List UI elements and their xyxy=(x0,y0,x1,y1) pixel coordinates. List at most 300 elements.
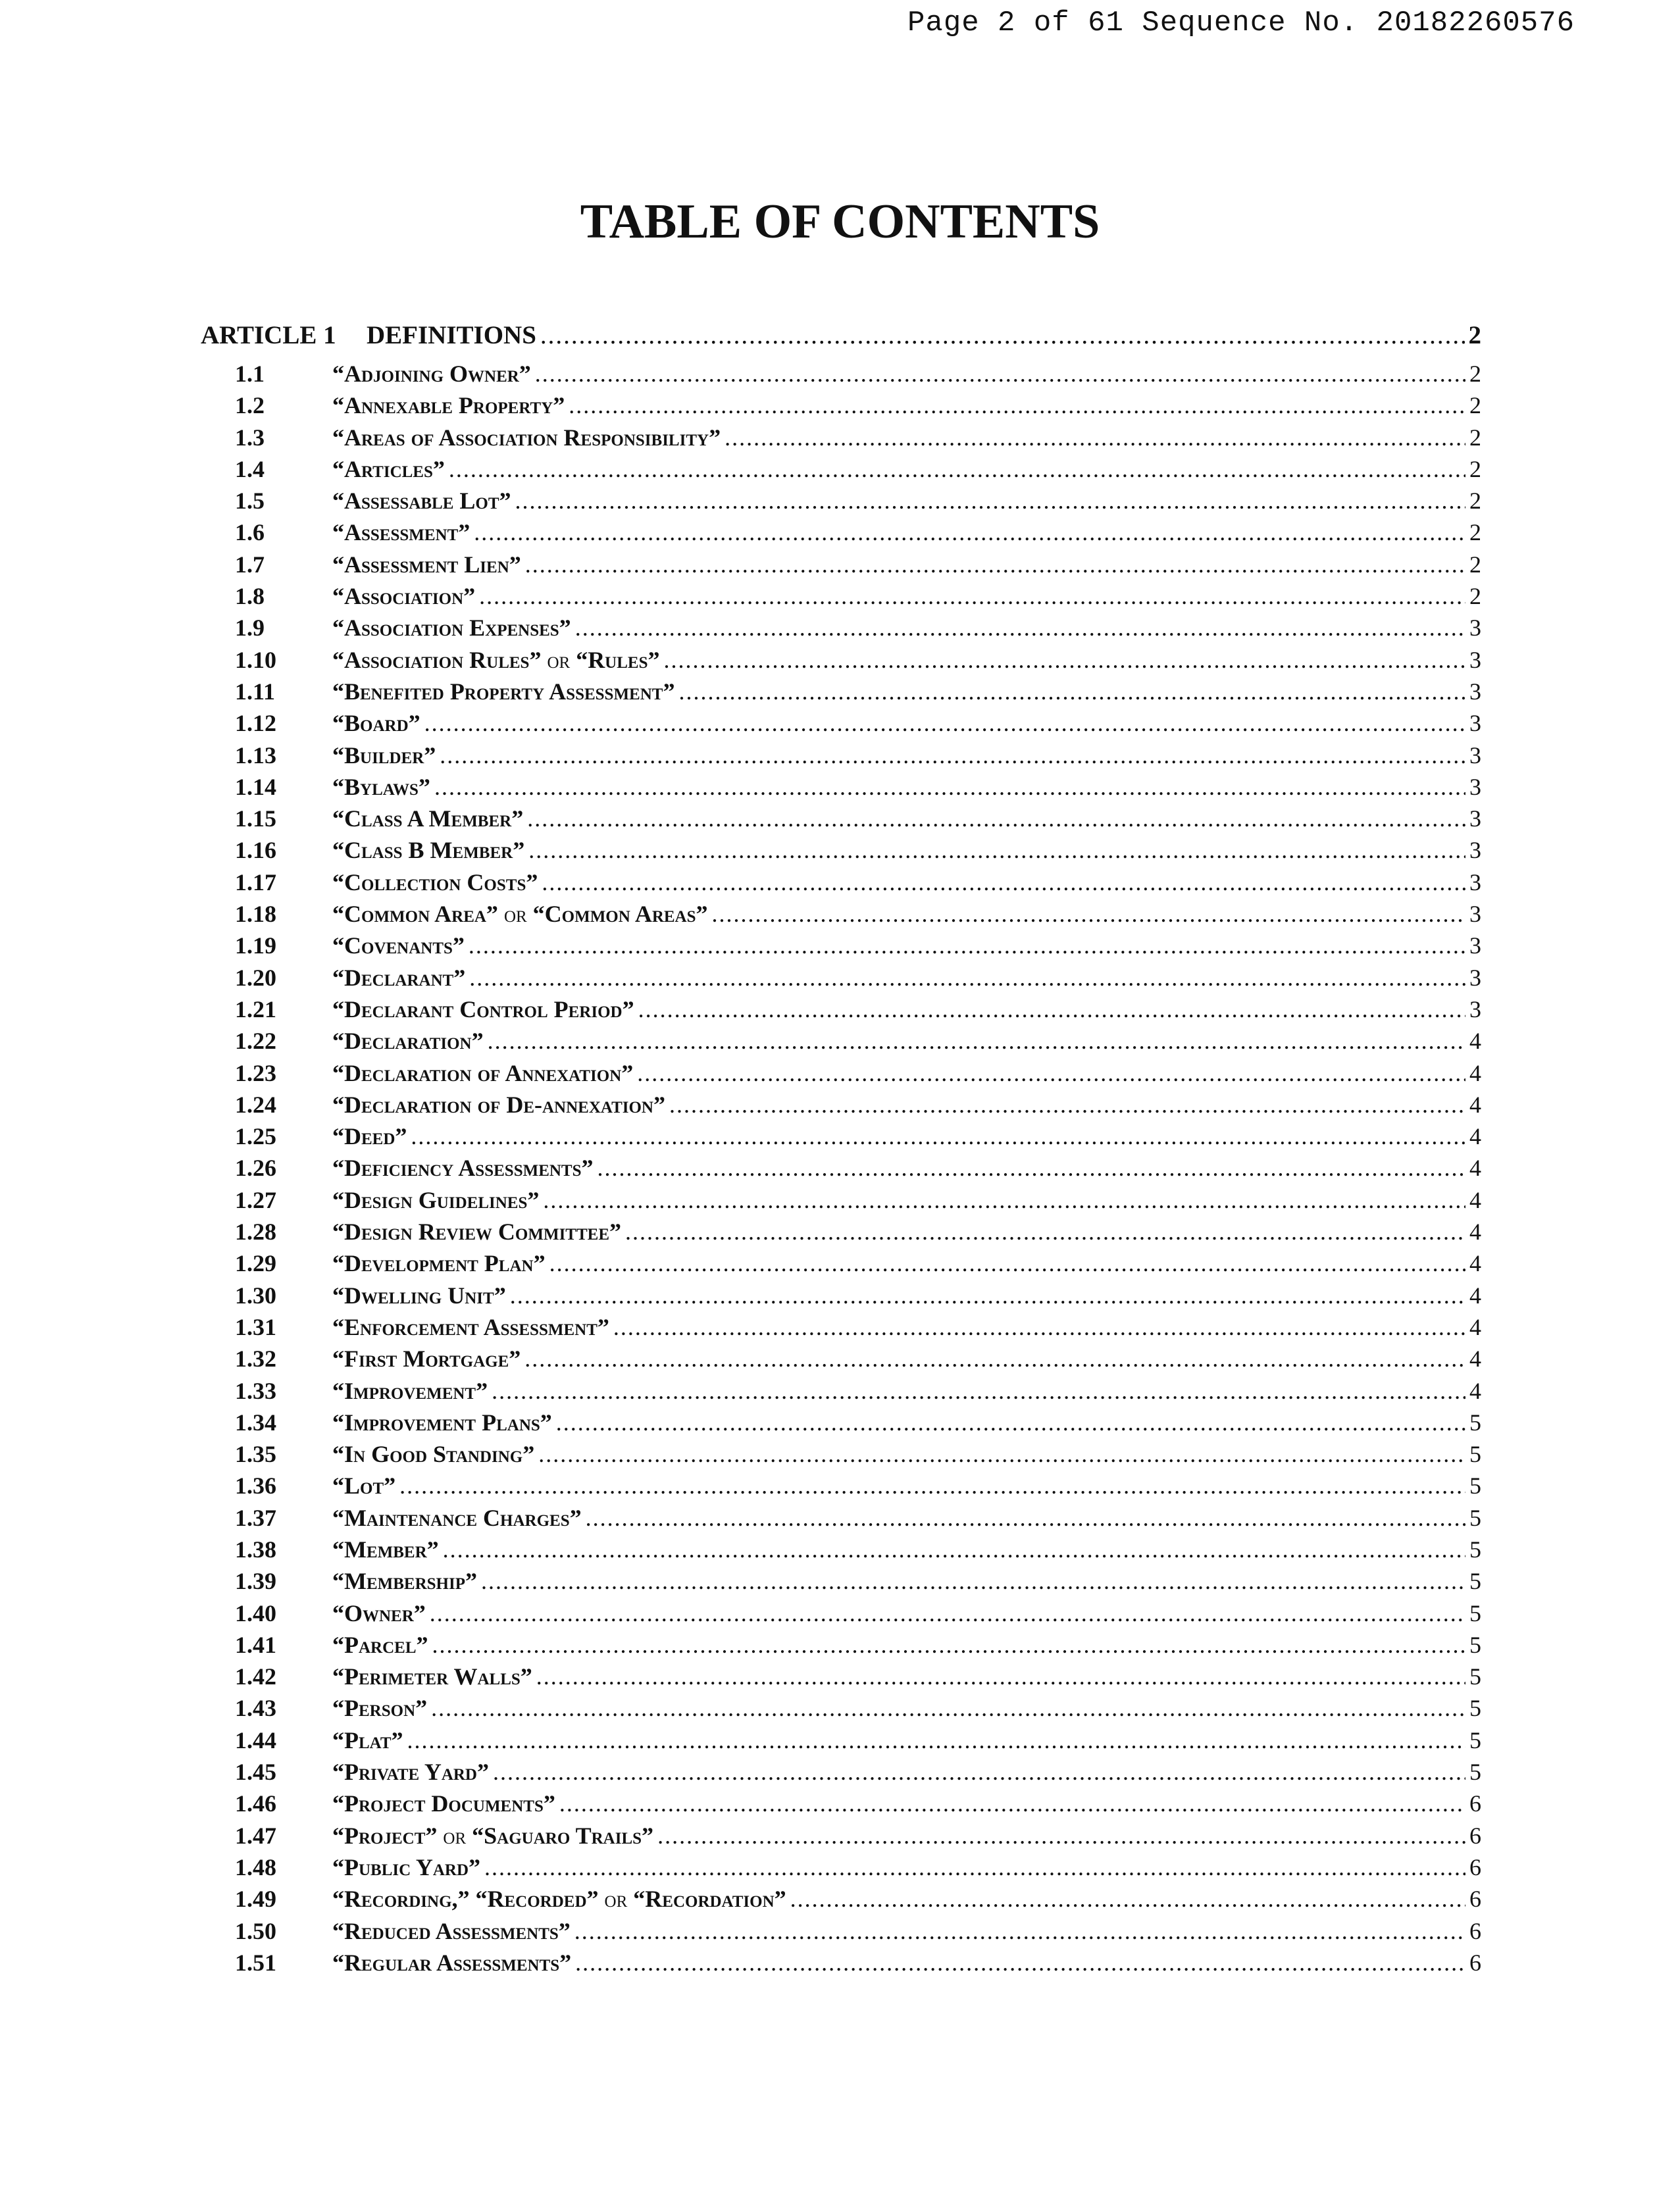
dot-leader xyxy=(407,1726,1465,1754)
toc-entry[interactable] xyxy=(201,709,1481,741)
dot-leader xyxy=(637,1059,1465,1087)
toc-entry[interactable] xyxy=(201,582,1481,614)
article-label: ARTICLE 1 xyxy=(201,321,336,349)
dot-leader xyxy=(449,455,1465,483)
dot-leader xyxy=(479,582,1465,610)
toc-entry-term: “Class B Member” xyxy=(332,837,525,864)
toc-entry-title xyxy=(332,1409,552,1436)
toc-entry-term: “Association Rules” xyxy=(332,646,542,673)
toc-entry[interactable] xyxy=(201,1313,1481,1345)
toc-entry-title xyxy=(332,869,538,896)
toc-entry-title xyxy=(332,900,708,928)
toc-entry-number: 1.36 xyxy=(235,1473,276,1499)
dot-leader xyxy=(440,742,1465,769)
toc-entry-title xyxy=(332,1631,428,1659)
toc-entry-page-number: 5 xyxy=(1469,1631,1481,1658)
toc-entry-title xyxy=(332,1122,407,1150)
toc-entry-page-number: 6 xyxy=(1469,1917,1481,1944)
toc-entry[interactable] xyxy=(201,1345,1481,1376)
toc-entry-page-number: 4 xyxy=(1469,1219,1481,1246)
toc-entry-term-alt: “Common Areas” xyxy=(532,901,708,928)
table-of-contents xyxy=(201,320,1481,1980)
toc-entry-title xyxy=(332,742,436,769)
toc-entry[interactable] xyxy=(201,1249,1481,1281)
toc-entry-term: “Association Expenses” xyxy=(332,615,571,642)
toc-entry-page-number: 5 xyxy=(1469,1536,1481,1563)
toc-entry-title xyxy=(332,646,660,674)
toc-entry-number: 1.2 xyxy=(235,392,265,419)
toc-entry-term: “In Good Standing” xyxy=(332,1441,535,1468)
toc-entry[interactable] xyxy=(201,1567,1481,1599)
toc-entry-term: “Private Yard” xyxy=(332,1759,489,1786)
toc-entry-page-number: 4 xyxy=(1469,1346,1481,1373)
toc-entry[interactable] xyxy=(201,995,1481,1027)
toc-entry-connector: or xyxy=(503,901,527,928)
toc-entry[interactable] xyxy=(201,360,1481,391)
toc-entry[interactable] xyxy=(201,1091,1481,1122)
toc-entry-page-number: 4 xyxy=(1469,1377,1481,1404)
toc-entry-number: 1.22 xyxy=(235,1028,276,1055)
dot-leader xyxy=(528,836,1465,864)
toc-entry-number: 1.24 xyxy=(235,1091,276,1118)
toc-entry-term-alt: “Saguaro Trails” xyxy=(472,1822,654,1849)
toc-entry-page-number: 3 xyxy=(1469,805,1481,832)
dot-leader xyxy=(664,646,1466,674)
toc-entry-term: “Benefited Property Assessment” xyxy=(332,678,675,705)
toc-entry-page-number: 5 xyxy=(1469,1726,1481,1753)
dot-leader xyxy=(657,1822,1465,1850)
toc-entry[interactable] xyxy=(201,1282,1481,1313)
toc-entry-page-number: 2 xyxy=(1469,424,1481,451)
toc-entry-term: “Project” xyxy=(332,1822,438,1849)
toc-entry-term: “Improvement” xyxy=(332,1377,488,1404)
toc-entry-term: “Perimeter Walls” xyxy=(332,1663,532,1690)
toc-entry[interactable] xyxy=(201,678,1481,709)
dot-leader xyxy=(574,1917,1465,1945)
toc-entry-page-number: 4 xyxy=(1469,1250,1481,1277)
toc-entry-page-number: 4 xyxy=(1469,1028,1481,1055)
dot-leader xyxy=(559,1790,1465,1817)
dot-leader xyxy=(524,1345,1465,1373)
toc-entry-number: 1.50 xyxy=(235,1917,276,1944)
toc-entry-number: 1.16 xyxy=(235,837,276,864)
toc-entry[interactable] xyxy=(201,1790,1481,1821)
dot-leader xyxy=(535,360,1465,388)
toc-entry-page-number: 3 xyxy=(1469,995,1481,1022)
toc-entry-title xyxy=(332,1853,480,1881)
toc-entry[interactable] xyxy=(201,1409,1481,1440)
toc-entry[interactable] xyxy=(201,900,1481,932)
toc-entry[interactable] xyxy=(201,1154,1481,1186)
toc-entry-title xyxy=(332,1758,489,1786)
toc-entry-page-number: 4 xyxy=(1469,1155,1481,1182)
toc-entry-number: 1.30 xyxy=(235,1282,276,1309)
toc-entry-page-number: 4 xyxy=(1469,1313,1481,1340)
toc-entry-term: “Board” xyxy=(332,710,420,737)
toc-entry[interactable] xyxy=(201,1504,1481,1536)
dot-leader xyxy=(536,1663,1465,1690)
toc-entry-title xyxy=(332,1218,621,1246)
toc-entry-term: “Areas of Association Responsibility” xyxy=(332,424,721,451)
toc-entry-title xyxy=(332,360,531,388)
toc-entry-number: 1.1 xyxy=(235,361,265,387)
dot-leader xyxy=(542,869,1465,896)
toc-entry-page-number: 3 xyxy=(1469,837,1481,864)
dot-leader xyxy=(515,487,1466,515)
toc-entry-page-number: 2 xyxy=(1469,551,1481,578)
toc-entry[interactable] xyxy=(201,1536,1481,1567)
toc-entry-page-number: 6 xyxy=(1469,1886,1481,1913)
toc-entry-page-number: 3 xyxy=(1469,678,1481,705)
toc-entry-title xyxy=(332,455,445,483)
toc-entry-term: “Assessable Lot” xyxy=(332,488,511,515)
dot-leader xyxy=(569,391,1465,419)
document-title: TABLE OF CONTENTS xyxy=(580,195,1100,249)
toc-entry-term: “Public Yard” xyxy=(332,1853,481,1880)
toc-entry-term: “Collection Costs” xyxy=(332,869,538,895)
toc-entry-term: “Assessment Lien” xyxy=(332,551,521,578)
toc-entry-number: 1.14 xyxy=(235,773,276,800)
toc-entry-page-number: 6 xyxy=(1469,1790,1481,1817)
dot-leader xyxy=(434,773,1465,801)
dot-leader xyxy=(430,1599,1465,1627)
dot-leader xyxy=(399,1472,1465,1499)
toc-entry-title xyxy=(332,932,465,959)
toc-entry-term: “Deed” xyxy=(332,1123,407,1150)
toc-entry[interactable] xyxy=(201,1726,1481,1758)
dot-leader xyxy=(712,900,1465,928)
toc-entry-title xyxy=(332,836,524,864)
dot-leader xyxy=(556,1409,1465,1436)
dot-leader xyxy=(527,805,1465,832)
toc-entry[interactable] xyxy=(201,836,1481,868)
toc-entry-term: “Membership” xyxy=(332,1568,478,1595)
toc-entry-number: 1.9 xyxy=(235,615,265,642)
dot-leader xyxy=(525,551,1465,578)
dot-leader xyxy=(469,964,1465,992)
toc-entry-number: 1.20 xyxy=(235,964,276,991)
toc-entry-title xyxy=(332,1059,633,1087)
dot-leader xyxy=(432,1631,1465,1659)
toc-entry-number: 1.21 xyxy=(235,995,276,1022)
dot-leader xyxy=(638,995,1465,1023)
toc-entry[interactable] xyxy=(201,551,1481,582)
toc-entry[interactable] xyxy=(201,1694,1481,1726)
toc-entry-term: “Declaration of De-annexation” xyxy=(332,1091,665,1118)
toc-entry-connector: or xyxy=(604,1886,628,1913)
toc-entry-number: 1.46 xyxy=(235,1790,276,1817)
dot-leader xyxy=(493,1758,1465,1786)
toc-entry-term: “Declaration of Annexation” xyxy=(332,1059,634,1086)
toc-entry-number: 1.45 xyxy=(235,1759,276,1786)
toc-entry-title xyxy=(332,1027,484,1055)
toc-entry[interactable] xyxy=(201,1758,1481,1790)
toc-entry-term: “Enforcement Assessment” xyxy=(332,1313,609,1340)
toc-entry-title xyxy=(332,1917,571,1945)
dot-leader xyxy=(492,1377,1465,1405)
toc-entry-term: “Person” xyxy=(332,1695,428,1722)
toc-entry[interactable] xyxy=(201,1663,1481,1694)
dot-leader xyxy=(669,1091,1465,1119)
toc-entry-term: “Declarant” xyxy=(332,964,466,991)
toc-entry-title xyxy=(332,1504,582,1532)
toc-entry[interactable] xyxy=(201,1599,1481,1631)
dot-leader xyxy=(586,1504,1465,1532)
toc-entry[interactable] xyxy=(201,1440,1481,1472)
toc-entry[interactable] xyxy=(201,869,1481,900)
toc-entry-term-alt: “Recordation” xyxy=(633,1886,786,1913)
toc-entry[interactable] xyxy=(201,1822,1481,1853)
toc-entry-number: 1.3 xyxy=(235,424,265,451)
toc-entry-page-number: 5 xyxy=(1469,1568,1481,1595)
toc-entry[interactable] xyxy=(201,1949,1481,1980)
toc-entry-page-number: 3 xyxy=(1469,773,1481,800)
toc-entry[interactable] xyxy=(201,1186,1481,1218)
dot-leader xyxy=(469,932,1465,959)
toc-entry-term: “Assessment” xyxy=(332,519,471,546)
dot-leader xyxy=(678,678,1465,705)
toc-entry-number: 1.49 xyxy=(235,1886,276,1913)
toc-entry-title xyxy=(332,1440,534,1468)
toc-entry[interactable] xyxy=(201,1059,1481,1091)
toc-entry-page-number: 3 xyxy=(1469,869,1481,895)
toc-entry-number: 1.10 xyxy=(235,646,276,673)
toc-entry-title xyxy=(332,1249,546,1277)
article-page-number: 2 xyxy=(1468,321,1481,349)
toc-entry-number: 1.42 xyxy=(235,1663,276,1690)
dot-leader xyxy=(540,320,1465,350)
dot-leader xyxy=(625,1218,1465,1246)
toc-article-row[interactable] xyxy=(201,320,1481,360)
dot-leader xyxy=(598,1154,1466,1182)
toc-entry-title xyxy=(332,424,721,451)
toc-entry-number: 1.5 xyxy=(235,488,265,515)
toc-entry-title xyxy=(332,964,465,992)
toc-entry-title xyxy=(332,614,571,642)
toc-entry-number: 1.27 xyxy=(235,1186,276,1213)
toc-entry-title xyxy=(332,551,521,578)
toc-entry-title xyxy=(332,1663,532,1690)
toc-entry-page-number: 2 xyxy=(1469,583,1481,610)
toc-entry-term: “Declaration” xyxy=(332,1028,484,1055)
toc-entry-page-number: 2 xyxy=(1469,455,1481,482)
toc-entry-title xyxy=(332,709,420,737)
toc-entry[interactable] xyxy=(201,487,1481,518)
dot-leader xyxy=(510,1282,1465,1309)
toc-entry-page-number: 5 xyxy=(1469,1504,1481,1531)
toc-entry-title xyxy=(332,1599,426,1627)
dot-leader xyxy=(725,424,1465,451)
toc-entry-number: 1.41 xyxy=(235,1631,276,1658)
toc-entry-page-number: 3 xyxy=(1469,932,1481,959)
toc-entry-number: 1.17 xyxy=(235,869,276,895)
toc-entry-title xyxy=(332,1091,665,1119)
toc-entry-page-number: 4 xyxy=(1469,1091,1481,1118)
toc-entry[interactable] xyxy=(201,805,1481,836)
toc-entry[interactable] xyxy=(201,773,1481,805)
toc-entry-number: 1.34 xyxy=(235,1409,276,1436)
dot-leader xyxy=(543,1186,1465,1214)
toc-entry-title xyxy=(332,1726,403,1754)
toc-entry-term: “Lot” xyxy=(332,1473,396,1499)
toc-entry-term-alt: “Rules” xyxy=(576,646,660,673)
toc-entry-number: 1.8 xyxy=(235,583,265,610)
toc-entry-page-number: 2 xyxy=(1469,361,1481,387)
dot-leader xyxy=(613,1313,1465,1341)
toc-entry-title xyxy=(332,1154,594,1182)
toc-entry[interactable] xyxy=(201,455,1481,487)
toc-entry-page-number: 6 xyxy=(1469,1949,1481,1976)
toc-entry-term: “Association” xyxy=(332,583,476,610)
toc-entry-term: “Builder” xyxy=(332,742,436,768)
toc-entry-page-number: 5 xyxy=(1469,1759,1481,1786)
dot-leader xyxy=(443,1536,1465,1563)
toc-entry-title xyxy=(332,1694,427,1722)
toc-entry-number: 1.51 xyxy=(235,1949,276,1976)
toc-entry-number: 1.37 xyxy=(235,1504,276,1531)
toc-entry-term: “Recording,” “Recorded” xyxy=(332,1886,599,1913)
toc-entry-term: “Covenants” xyxy=(332,932,465,959)
toc-entry-title xyxy=(332,1377,488,1405)
dot-leader xyxy=(411,1122,1465,1150)
toc-entry-term: “Bylaws” xyxy=(332,773,430,800)
toc-entry-term: “Common Area” xyxy=(332,901,498,928)
toc-entry-term: “Design Review Committee” xyxy=(332,1219,622,1246)
article-title: DEFINITIONS xyxy=(367,321,536,349)
toc-entry-title xyxy=(332,805,523,832)
toc-entry-page-number: 4 xyxy=(1469,1123,1481,1150)
toc-entry-page-number: 6 xyxy=(1469,1822,1481,1849)
toc-entry[interactable] xyxy=(201,1472,1481,1503)
toc-entry-number: 1.12 xyxy=(235,710,276,737)
toc-entry-page-number: 5 xyxy=(1469,1695,1481,1722)
toc-entry-term: “Class A Member” xyxy=(332,805,524,832)
toc-entry-title xyxy=(332,1313,609,1341)
toc-entry-term: “Articles” xyxy=(332,455,445,482)
dot-leader xyxy=(488,1027,1465,1055)
toc-entry-term: “Declarant Control Period” xyxy=(332,995,634,1022)
dot-leader xyxy=(575,1949,1465,1977)
toc-entry-connector: or xyxy=(443,1822,467,1849)
toc-entry-page-number: 5 xyxy=(1469,1441,1481,1468)
toc-entry[interactable] xyxy=(201,614,1481,645)
toc-entry-page-number: 5 xyxy=(1469,1473,1481,1499)
toc-entry-term: “Reduced Assessments” xyxy=(332,1917,571,1944)
toc-entry-term: “Dwelling Unit” xyxy=(332,1282,506,1309)
toc-entry-title xyxy=(332,1186,539,1214)
toc-entry-page-number: 5 xyxy=(1469,1599,1481,1626)
toc-entry-page-number: 2 xyxy=(1469,392,1481,419)
toc-entry-title xyxy=(332,995,634,1023)
dot-leader xyxy=(481,1567,1465,1595)
toc-entry-number: 1.35 xyxy=(235,1441,276,1468)
toc-entry-term: “Design Guidelines” xyxy=(332,1186,540,1213)
toc-entry-page-number: 5 xyxy=(1469,1663,1481,1690)
toc-entry[interactable] xyxy=(201,646,1481,678)
toc-entry[interactable] xyxy=(201,1377,1481,1409)
toc-entry-title xyxy=(332,1790,555,1817)
toc-entry-term: “Annexable Property” xyxy=(332,392,565,419)
toc-entry-page-number: 6 xyxy=(1469,1853,1481,1880)
toc-entry-page-number: 3 xyxy=(1469,646,1481,673)
toc-entry[interactable] xyxy=(201,1885,1481,1917)
dot-leader xyxy=(484,1853,1465,1881)
toc-entry-number: 1.6 xyxy=(235,519,265,546)
toc-entry-number: 1.13 xyxy=(235,742,276,768)
toc-entry[interactable] xyxy=(201,1631,1481,1663)
toc-entry-title xyxy=(332,1885,786,1913)
toc-entry-number: 1.48 xyxy=(235,1853,276,1880)
dot-leader xyxy=(549,1249,1465,1277)
toc-entry-title xyxy=(332,678,675,705)
toc-entry[interactable] xyxy=(201,391,1481,423)
toc-entry-number: 1.15 xyxy=(235,805,276,832)
toc-entry[interactable] xyxy=(201,1218,1481,1249)
toc-entry-number: 1.40 xyxy=(235,1599,276,1626)
toc-entry-page-number: 4 xyxy=(1469,1282,1481,1309)
toc-entry-number: 1.32 xyxy=(235,1346,276,1373)
toc-entry-number: 1.23 xyxy=(235,1059,276,1086)
dot-leader xyxy=(474,518,1465,546)
toc-entry-term: “Deficiency Assessments” xyxy=(332,1155,594,1182)
dot-leader xyxy=(790,1885,1465,1913)
toc-entry-number: 1.19 xyxy=(235,932,276,959)
toc-entry-title xyxy=(332,487,511,515)
toc-entry-page-number: 2 xyxy=(1469,488,1481,515)
toc-entry[interactable] xyxy=(201,518,1481,550)
toc-entry-number: 1.29 xyxy=(235,1250,276,1277)
toc-entry-number: 1.39 xyxy=(235,1568,276,1595)
toc-entry-page-number: 3 xyxy=(1469,901,1481,928)
toc-entry-term: “Development Plan” xyxy=(332,1250,546,1277)
toc-entry-term: “Regular Assessments” xyxy=(332,1949,572,1976)
toc-entry-term: “Parcel” xyxy=(332,1631,428,1658)
toc-entry-page-number: 2 xyxy=(1469,519,1481,546)
toc-entry-number: 1.4 xyxy=(235,455,265,482)
toc-entry-title xyxy=(332,518,470,546)
toc-entry-title xyxy=(332,1345,521,1373)
toc-entry-page-number: 4 xyxy=(1469,1059,1481,1086)
toc-entry[interactable] xyxy=(201,742,1481,773)
toc-entry[interactable] xyxy=(201,1917,1481,1949)
toc-entry-title xyxy=(332,1949,571,1977)
toc-entry-number: 1.11 xyxy=(235,678,276,705)
toc-entry-title xyxy=(332,1822,653,1850)
toc-entry[interactable] xyxy=(201,424,1481,455)
toc-entry-term: “Project Documents” xyxy=(332,1790,555,1817)
toc-entry-page-number: 3 xyxy=(1469,742,1481,768)
toc-entry-term: “Improvement Plans” xyxy=(332,1409,552,1436)
toc-entry[interactable] xyxy=(201,964,1481,995)
toc-entry[interactable] xyxy=(201,1027,1481,1059)
toc-entry-title xyxy=(332,1472,395,1499)
toc-entry-title xyxy=(332,1282,506,1309)
toc-entry-number: 1.38 xyxy=(235,1536,276,1563)
page-header: Page 2 of 61 Sequence No. 20182260576 xyxy=(907,7,1575,39)
dot-leader xyxy=(538,1440,1465,1468)
toc-entry-term: “Member” xyxy=(332,1536,439,1563)
toc-entry[interactable] xyxy=(201,932,1481,963)
toc-entry-page-number: 3 xyxy=(1469,964,1481,991)
toc-entry-term: “First Mortgage” xyxy=(332,1346,521,1373)
dot-leader xyxy=(575,614,1465,642)
toc-entry-term: “Maintenance Charges” xyxy=(332,1504,582,1531)
toc-entry[interactable] xyxy=(201,1853,1481,1885)
toc-entry-title xyxy=(332,391,565,419)
toc-entry-number: 1.47 xyxy=(235,1822,276,1849)
dot-leader xyxy=(431,1694,1465,1722)
toc-entry[interactable] xyxy=(201,1122,1481,1154)
